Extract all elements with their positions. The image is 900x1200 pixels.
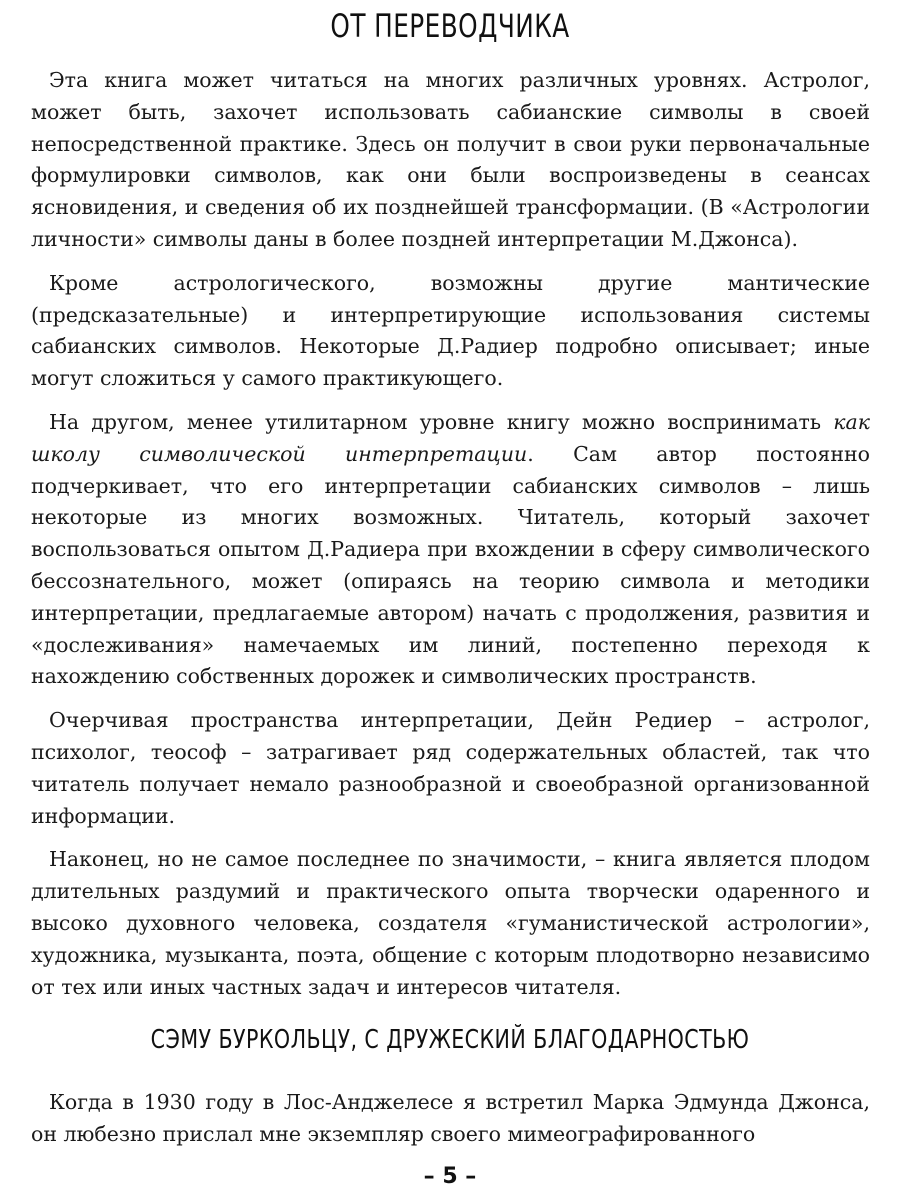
paragraph-3-start: На другом, менее утилитарном уровне книгу можно воспринимать xyxy=(49,409,834,434)
translator-note-body xyxy=(31,65,870,1015)
paragraph-3-end: . Сам автор постоянно подчеркивает, что его интерпретации сабианских символов – лишь некоторые из многих возможных. Читатель, который захочет воспользоваться опытом Д.Радиера при вхождении в сферу символического бессознательного, может (опираясь на теорию символа и методики интерпретации, предлагаемые автором) начать с продолжения, развития и «дослеживания» намечаемых им линий, постепенно переходя к нахождению собственных дорожек и символических пространств. xyxy=(31,441,870,689)
section-heading: ОТ ПЕРЕВОДЧИКА xyxy=(330,7,570,45)
paragraph-3-italic: как школу символической интерпретации xyxy=(31,409,870,466)
paragraph-2: Кроме астрологического, возможны другие мантические (предсказательные) и интерпретирующие использования системы сабианских символов. Некоторые Д.Радиер подробно описывает; иные могут сложиться у самого практикующего. xyxy=(31,270,870,391)
paragraph-3 xyxy=(31,407,870,693)
dedication-paragraph-1: Когда в 1930 году в Лос-Анджелесе я встретил Марка Эдмунда Джонса, он любезно прислал мне экземпляр своего мимеографированного xyxy=(31,1090,870,1146)
paragraph-4: Очерчивая пространства интерпретации, Дейн Редиер – астролог, психолог, теософ – затрагивает ряд содержательных областей, так что читатель получает немало разнообразной и своеобразной организованной информации. xyxy=(31,708,870,828)
dedication-body xyxy=(31,1087,870,1163)
paragraph-5: Наконец, но не самое последнее по значимости, – книга является плодом длительных раздумий и практического опыта творчески одаренного и высоко духовного человека, создателя «гуманистической астрологии», художника, музыканта, поэта, общение с которым плодотворно независимо от тех или иных частных задач и интересов читателя. xyxy=(31,847,870,999)
paragraph-1: Эта книга может читаться на многих различных уровнях. Астролог, может быть, захочет использовать сабианские символы в своей непосредственной практике. Здесь он получит в свои руки первоначальные формулировки символов, как они были воспроизведены в сеансах ясновидения, и сведения об их позднейшей трансформации. (В «Астрологии личности» символы даны в более поздней интерпретации М.Джонса). xyxy=(31,68,870,251)
page-number: – 5 – xyxy=(423,1164,477,1189)
dedication-heading: СЭМУ БУРКОЛЬЦУ, С ДРУЖЕСКИЙ БЛАГОДАРНОСТЬЮ xyxy=(150,1025,750,1055)
